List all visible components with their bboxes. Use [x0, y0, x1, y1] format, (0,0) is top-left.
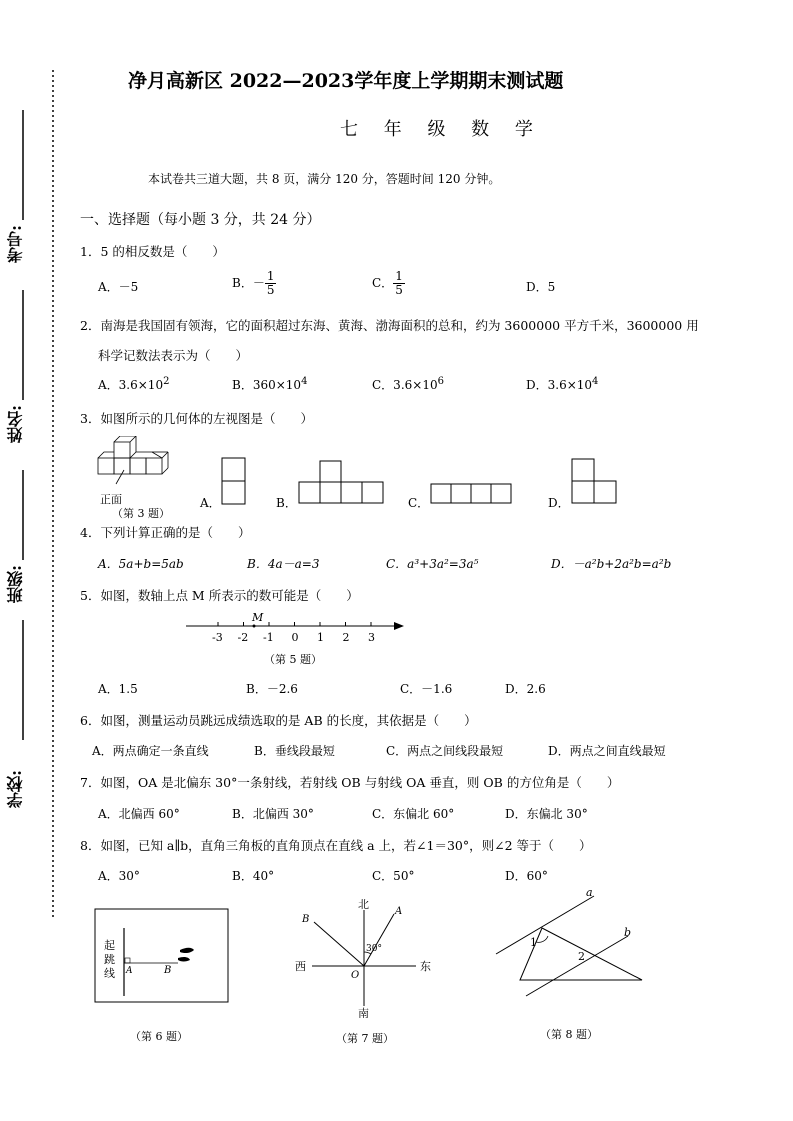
- fig7-point-o: O: [351, 970, 360, 981]
- q3-option-c: C．: [408, 496, 430, 510]
- q3-caption: （第 3 题）: [112, 507, 170, 520]
- fig6-caption: （第 6 题）: [130, 1030, 188, 1043]
- q2-option-c: C．$3.6\times 10^6$: [372, 376, 444, 392]
- q2-stem-line1: 2．南海是我国固有领海，它的面积超过东海、黄海、渤海面积的总和，约为 3600000 平方千米，3600000 用: [80, 318, 699, 333]
- q1-option-d: D．5: [526, 280, 556, 294]
- q3-front-label: 正面: [100, 493, 122, 506]
- q4-option-c: C．a³+3a²=3a⁵: [386, 557, 479, 571]
- fig7-point-a: A: [395, 906, 403, 917]
- q5-tick-label: 1: [317, 631, 324, 644]
- q5-tick-label: -1: [263, 631, 274, 644]
- q5-option-b: B．－2.6: [246, 682, 298, 696]
- q5-number-line: [180, 608, 410, 648]
- q5-tick-label: 0: [291, 631, 299, 644]
- q4-option-b: B．4a－a=3: [247, 557, 320, 571]
- q1-option-b: B．－ $\frac{1}{5}$: [232, 269, 275, 298]
- fig8-parallel-lines: [490, 888, 660, 1000]
- exam-info: 本试卷共三道大题，共 8 页，满分 120 分，答题时间 120 分钟。: [148, 172, 501, 186]
- section-heading: 一、选择题（每小题 3 分，共 24 分）: [80, 212, 321, 228]
- q5-point-label: M: [252, 611, 264, 624]
- q5-option-c: C．－1.6: [400, 682, 453, 696]
- q8-option-a: A．30°: [98, 869, 140, 883]
- q7-option-a: A．北偏西 60°: [98, 807, 180, 821]
- q5-point-m: [253, 625, 256, 628]
- q3-option-a: A．: [200, 496, 221, 510]
- q3-option-b-figure: [298, 460, 386, 506]
- q3-option-a-figure: [221, 457, 247, 507]
- fig8-line-b: b: [624, 926, 632, 939]
- q8-option-c: C．50°: [372, 869, 415, 883]
- q3-option-c-figure: [430, 483, 514, 505]
- q1-option-c: C． $\frac{1}{5}$: [372, 269, 403, 298]
- exam-title: 净月高新区 2022—2023学年度上学期期末测试题: [128, 70, 564, 92]
- fig6-point-a: A: [126, 966, 133, 976]
- q3-stem: 3．如图所示的几何体的左视图是（ ）: [80, 411, 313, 426]
- q5-option-d: D．2.6: [505, 682, 546, 696]
- fig6-label-1: 起: [104, 939, 115, 952]
- q8-option-d: D．60°: [505, 869, 548, 883]
- q1-option-a: A．－5: [98, 280, 139, 294]
- fig8-caption: （第 8 题）: [540, 1028, 598, 1041]
- q6-stem: 6．如图，测量运动员跳远成绩选取的是 AB 的长度，其依据是（ ）: [80, 713, 477, 728]
- fig6-long-jump: [94, 908, 230, 1004]
- q5-option-a: A．1.5: [98, 682, 138, 696]
- fig7-angle: 30°: [366, 944, 382, 954]
- fig6-label-3: 线: [104, 967, 115, 980]
- q2-stem-line2: 科学记数法表示为（ ）: [98, 348, 249, 363]
- q6-option-c: C．两点之间线段最短: [386, 744, 504, 758]
- q5-tick-label: 3: [368, 631, 375, 644]
- q4-option-d: D．－a²b+2a²b=a²b: [551, 557, 672, 571]
- fig7-north: 北: [358, 898, 369, 911]
- fig8-angle-2: 2: [578, 950, 585, 963]
- q3-option-b: B．: [276, 496, 297, 510]
- exam-number-label: 考号:: [6, 225, 25, 263]
- exam-subtitle: 七 年 级 数 学: [340, 119, 543, 140]
- q1-stem: 1．5 的相反数是（ ）: [80, 244, 225, 259]
- fig8-angle-1: 1: [530, 936, 537, 949]
- q5-tick-label: -2: [237, 631, 249, 644]
- q2-option-d: D．$3.6\times 10^4$: [526, 376, 599, 392]
- q4-stem: 4．下列计算正确的是（ ）: [80, 525, 251, 540]
- q6-option-d: D．两点之间直线最短: [548, 744, 666, 758]
- q5-caption: （第 5 题）: [264, 653, 322, 666]
- name-label: 姓名:: [6, 405, 25, 443]
- q3-option-d-figure: [571, 458, 619, 506]
- binding-strip: [0, 70, 60, 920]
- fig7-caption: （第 7 题）: [336, 1032, 394, 1045]
- class-label: 班级:: [6, 565, 25, 603]
- fig6-point-b: B: [164, 965, 172, 976]
- q5-stem: 5．如图，数轴上点 M 所表示的数可能是（ ）: [80, 588, 359, 603]
- fig7-direction-diagram: [290, 898, 440, 1018]
- school-label: 学校:: [6, 770, 25, 808]
- q2-option-b: B．$360\times 10^4$: [232, 376, 308, 392]
- q7-option-c: C．东偏北 60°: [372, 807, 455, 821]
- q7-option-d: D．东偏北 30°: [505, 807, 588, 821]
- q7-option-b: B．北偏西 30°: [232, 807, 314, 821]
- fig7-east: 东: [420, 960, 431, 973]
- q4-option-a: A．5a+b=5ab: [98, 557, 184, 571]
- q8-stem: 8．如图，已知 a∥b，直角三角板的直角顶点在直线 a 上，若∠1＝30°，则∠2 等于（ ）: [80, 838, 592, 853]
- fig7-point-b: B: [302, 914, 310, 925]
- q7-stem: 7．如图，OA 是北偏东 30°一条射线，若射线 OB 与射线 OA 垂直，则 OB 的方位角是（ ）: [80, 775, 620, 790]
- q8-option-b: B．40°: [232, 869, 275, 883]
- fig7-west: 西: [295, 960, 306, 973]
- q2-option-a: A．$3.6\times 10^2$: [98, 376, 170, 392]
- fig6-label-2: 跳: [104, 953, 115, 966]
- q6-option-b: B．垂线段最短: [254, 744, 335, 758]
- q3-option-d: D．: [548, 496, 570, 510]
- q5-tick-label: 2: [342, 631, 350, 644]
- fig7-south: 南: [358, 1007, 369, 1018]
- q6-option-a: A．两点确定一条直线: [92, 744, 209, 758]
- q5-tick-label: -3: [212, 631, 223, 644]
- fig8-line-a: a: [586, 888, 593, 899]
